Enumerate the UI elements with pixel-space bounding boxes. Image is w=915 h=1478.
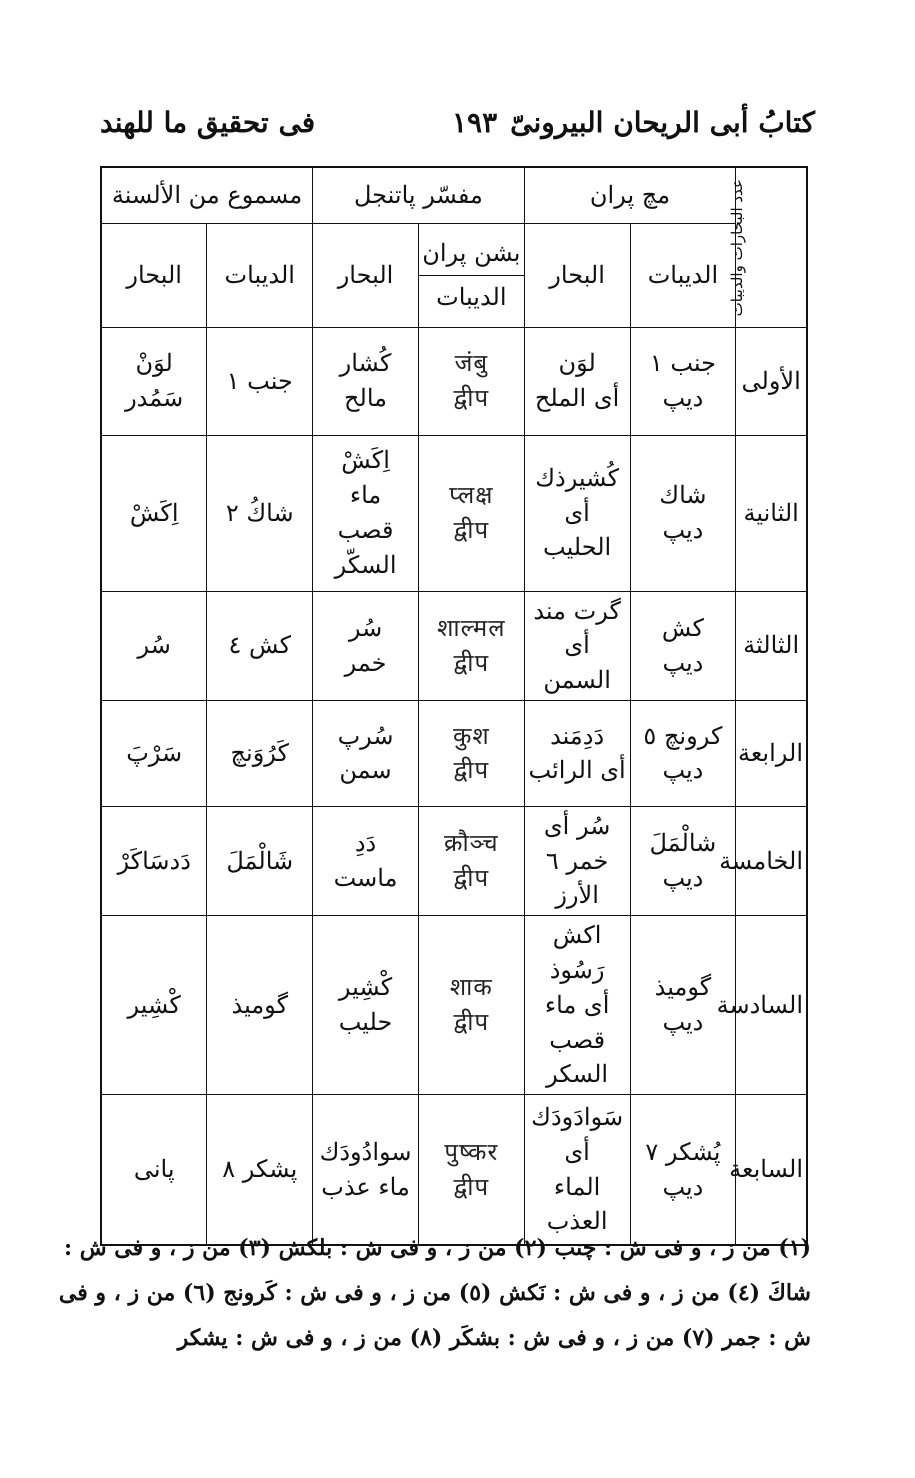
oral-dipat-cell: كَرُوَنچ [207, 700, 313, 806]
group-header-patanjal: مفسّر پاتنجل [313, 167, 525, 223]
footnote-line: (١) من ز ، و فى ش : چنب (٢) من ز ، و فى ش : بلكش (٣) من ز ، و فى ش : [63, 1235, 811, 1261]
table-row [101, 806, 807, 915]
mach-bihar-cell: سُر أى خمر ٦ الأرز [524, 806, 630, 915]
mach-dipat-cell: شاك ديپ [630, 435, 736, 591]
footnote-line: شاكَ (٤) من ز ، و فى ش : نَكش (٥) من ز ، و فى ش : كَرونج (٦) من ز ، و فى [58, 1280, 811, 1306]
mach-bihar-cell: لوَن أى الملح [524, 327, 630, 435]
oral-dipat-cell: كش ٤ [207, 591, 313, 700]
bishn-script-cell: जंबु द्वीप [418, 327, 524, 435]
table-row [101, 591, 807, 700]
mach-dipat-cell: كش ديپ [630, 591, 736, 700]
patanjal-bihar-cell: دَدِ ماست [313, 806, 419, 915]
row-ordinal: الرابعة [736, 700, 807, 806]
mach-dipat-cell: جنب ١ ديپ [630, 327, 736, 435]
oral-bihar-cell: سَرْپَ [101, 700, 207, 806]
table-row [101, 327, 807, 435]
running-head-title: كتابُ أبى الريحان البيرونىّ [510, 106, 815, 139]
running-head-subtitle: فى تحقيق ما للهند [100, 106, 316, 139]
islands-seas-table [100, 166, 808, 1246]
oral-dipat-cell: گوميذ [207, 916, 313, 1095]
subheader-dipat: الديبات [207, 223, 313, 327]
mach-bihar-cell: كُشيرذك أى الحليب [524, 435, 630, 591]
page-number: ١٩٣ [452, 106, 498, 139]
bishn-script-cell: शाक द्वीप [418, 916, 524, 1095]
table-row [101, 1095, 807, 1245]
row-ordinal: الثانية [736, 435, 807, 591]
group-header-mach-puran: مچ پران [524, 167, 736, 223]
patanjal-bihar-cell: كْشِير حليب [313, 916, 419, 1095]
oral-dipat-cell: جنب ١ [207, 327, 313, 435]
bishn-script-cell: प्लक्ष द्वीप [418, 435, 524, 591]
oral-dipat-cell: پشكر ٨ [207, 1095, 313, 1245]
corner-label: عدد البحارات والديبات [736, 167, 807, 327]
mach-dipat-cell: كرونچ ٥ ديپ [630, 700, 736, 806]
row-ordinal: السابعة [736, 1095, 807, 1245]
patanjal-bihar-cell: اِكَشْ ماء قصب السكّر [313, 435, 419, 591]
oral-bihar-cell: لوَنْ سَمُدر [101, 327, 207, 435]
footnotes [58, 1226, 811, 1361]
footnote-line: ش : جمر (٧) من ز ، و فى ش : بشكَر (٨) من ز ، و فى ش : يشكر [177, 1325, 811, 1351]
bishn-script-cell: कुश द्वीप [418, 700, 524, 806]
mach-bihar-cell: گرت مند أى السمن [524, 591, 630, 700]
subheader-bishn-label: بشن پران [419, 236, 524, 276]
row-ordinal: الخامسة [736, 806, 807, 915]
row-ordinal: السادسة [736, 916, 807, 1095]
row-ordinal: الأولى [736, 327, 807, 435]
table-row [101, 435, 807, 591]
mach-bihar-cell: دَدِمَند أى الرائب [524, 700, 630, 806]
oral-bihar-cell: دَدسَاكَرْ [101, 806, 207, 915]
mach-bihar-cell: سَوادَودَك أى الماء العذب [524, 1095, 630, 1245]
patanjal-bihar-cell: سُرپ سمن [313, 700, 419, 806]
subheader-dipat: الديبات [630, 223, 736, 327]
patanjal-bihar-cell: كُشار مالح [313, 327, 419, 435]
subheader-bihar: البحار [313, 223, 419, 327]
row-ordinal: الثالثة [736, 591, 807, 700]
oral-dipat-cell: شَالْمَلَ [207, 806, 313, 915]
group-header-oral: مسموع من الألسنة [101, 167, 313, 223]
mach-dipat-cell: شالْمَلَ ديپ [630, 806, 736, 915]
subheader-bihar: البحار [101, 223, 207, 327]
bishn-script-cell: शाल्मल द्वीप [418, 591, 524, 700]
mach-bihar-cell: اكش رَسُوذ أى ماء قصب السكر [524, 916, 630, 1095]
bishn-script-cell: पुष्कर द्वीप [418, 1095, 524, 1245]
oral-bihar-cell: پانى [101, 1095, 207, 1245]
oral-bihar-cell: سُر [101, 591, 207, 700]
subheader-bishn-dipat: الديبات [436, 282, 507, 311]
bishn-script-cell: क्रौञ्च द्वीप [418, 806, 524, 915]
table-row [101, 700, 807, 806]
subheader-bihar: البحار [524, 223, 630, 327]
mach-dipat-cell: گوميذ ديپ [630, 916, 736, 1095]
patanjal-bihar-cell: سوادُودَك ماء عذب [313, 1095, 419, 1245]
oral-bihar-cell: اِكَشْ [101, 435, 207, 591]
subheader-bishn-puran [418, 223, 524, 327]
oral-dipat-cell: شاكُ ٢ [207, 435, 313, 591]
mach-dipat-cell: پُشكر ٧ ديپ [630, 1095, 736, 1245]
oral-bihar-cell: كْشِير [101, 916, 207, 1095]
table-row [101, 916, 807, 1095]
patanjal-bihar-cell: سُر خمر [313, 591, 419, 700]
